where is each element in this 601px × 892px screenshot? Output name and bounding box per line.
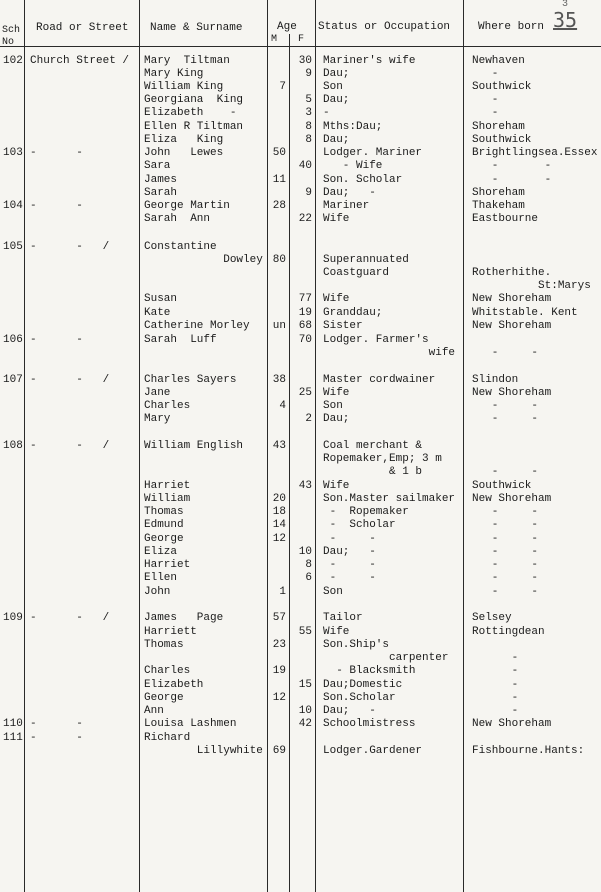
road-cell: - -	[30, 718, 83, 730]
birthplace-cell: - -	[472, 546, 539, 558]
birthplace-cell: Southwick	[472, 134, 532, 146]
age-female-cell: 10	[298, 546, 312, 558]
age-male-cell: 57	[272, 612, 286, 624]
birthplace-cell: Whitstable. Kent	[472, 307, 578, 319]
name-cell: Lillywhite	[144, 745, 263, 757]
sch-cell: 103	[3, 147, 23, 159]
name-cell: Jane	[144, 387, 171, 399]
birthplace-cell: - -	[472, 400, 539, 412]
occupation-cell: Dau;	[323, 413, 350, 425]
census-row	[0, 121, 601, 134]
occupation-cell: - -	[323, 572, 376, 584]
age-male-cell: 7	[279, 81, 286, 93]
age-female-cell: 68	[298, 320, 312, 332]
occupation-cell: Lodger. Farmer's	[323, 334, 429, 346]
name-cell: Charles	[144, 665, 191, 677]
census-row	[0, 586, 601, 599]
occupation-cell: - Ropemaker	[323, 506, 409, 518]
name-cell: Ellen	[144, 572, 178, 584]
road-cell: - - /	[30, 241, 110, 253]
occupation-cell: Wife	[323, 626, 350, 638]
occupation-cell: Dau; -	[323, 705, 376, 717]
census-row	[0, 559, 601, 572]
occupation-cell: wife	[323, 347, 456, 359]
header-age: Age	[277, 21, 297, 33]
occupation-cell: Superannuated	[323, 254, 409, 266]
census-row	[0, 692, 601, 705]
name-cell: Harriet	[144, 480, 191, 492]
occupation-cell: Son	[323, 586, 343, 598]
census-row	[0, 679, 601, 692]
age-female-cell: 30	[298, 55, 312, 67]
name-cell: Constantine	[144, 241, 217, 253]
age-female-cell: 9	[305, 68, 312, 80]
census-row	[0, 546, 601, 559]
name-cell: John	[144, 586, 171, 598]
census-row	[0, 160, 601, 173]
age-female-cell: 8	[305, 134, 312, 146]
name-cell: George	[144, 533, 184, 545]
name-cell: Charles	[144, 400, 191, 412]
page-number-faint: 3	[562, 0, 569, 10]
name-cell: Eliza	[144, 546, 178, 558]
birthplace-cell: - -	[472, 506, 539, 518]
name-cell: Mary King	[144, 68, 204, 80]
birthplace-cell: - -	[472, 519, 539, 531]
census-row	[0, 466, 601, 479]
name-cell: Charles Sayers	[144, 374, 237, 386]
name-cell: Georgiana King	[144, 94, 244, 106]
age-male-cell: 18	[272, 506, 286, 518]
age-female-cell: 9	[305, 187, 312, 199]
census-row	[0, 705, 601, 718]
road-cell: - -	[30, 334, 83, 346]
name-cell: John Lewes	[144, 147, 224, 159]
birthplace-cell: -	[472, 68, 499, 80]
birthplace-cell: St:Marys	[472, 280, 591, 292]
birthplace-cell: Rotherhithe.	[472, 267, 552, 279]
occupation-cell: Ropemaker,Emp; 3 m	[323, 453, 442, 465]
name-cell: Elizabeth -	[144, 107, 237, 119]
occupation-cell: Mths:Dau;	[323, 121, 383, 133]
census-row	[0, 519, 601, 532]
census-row	[0, 732, 601, 745]
occupation-cell: Son	[323, 400, 343, 412]
birthplace-cell: New Shoreham	[472, 320, 552, 332]
age-female-cell: 8	[305, 121, 312, 133]
occupation-cell: Granddau;	[323, 307, 383, 319]
birthplace-cell: - -	[472, 160, 552, 172]
sch-cell: 108	[3, 440, 23, 452]
occupation-cell: Mariner	[323, 200, 370, 212]
census-row	[0, 453, 601, 466]
census-row	[0, 254, 601, 267]
census-row	[0, 745, 601, 758]
birthplace-cell: Selsey	[472, 612, 512, 624]
birthplace-cell: - -	[472, 466, 539, 478]
birthplace-cell: -	[472, 679, 519, 691]
age-male-cell: 80	[272, 254, 286, 266]
census-row	[0, 293, 601, 306]
occupation-cell: Lodger.Gardener	[323, 745, 423, 757]
census-row	[0, 374, 601, 387]
occupation-cell: Wife	[323, 480, 350, 492]
census-row	[0, 320, 601, 333]
birthplace-cell: New Shoreham	[472, 493, 552, 505]
census-row	[0, 213, 601, 226]
census-row	[0, 334, 601, 347]
age-female-cell: 77	[298, 293, 312, 305]
occupation-cell: Coal merchant &	[323, 440, 423, 452]
age-male-cell: 12	[272, 692, 286, 704]
occupation-cell: Master cordwainer	[323, 374, 436, 386]
name-cell: Louisa Lashmen	[144, 718, 237, 730]
header-sch: Sch	[2, 25, 21, 36]
name-cell: George Martin	[144, 200, 230, 212]
occupation-cell: - Wife	[323, 160, 383, 172]
age-male-cell: 50	[272, 147, 286, 159]
road-cell: - -	[30, 732, 83, 744]
age-male-cell: 23	[272, 639, 286, 651]
census-row	[0, 572, 601, 585]
birthplace-cell: - -	[472, 174, 552, 186]
census-row	[0, 347, 601, 360]
occupation-cell: & 1 b	[323, 466, 423, 478]
census-row	[0, 533, 601, 546]
birthplace-cell: Brightlingsea.Essex	[472, 147, 598, 159]
occupation-cell: Son	[323, 81, 343, 93]
road-cell: - - /	[30, 440, 110, 452]
occupation-cell: Dau; -	[323, 187, 376, 199]
name-cell: Edmund	[144, 519, 184, 531]
occupation-cell: Schoolmistress	[323, 718, 416, 730]
name-cell: Sara	[144, 160, 171, 172]
name-cell: Thomas	[144, 506, 184, 518]
page-number: 35	[553, 8, 578, 32]
age-female-cell: 3	[305, 107, 312, 119]
occupation-cell: - -	[323, 533, 376, 545]
age-female-cell: 8	[305, 559, 312, 571]
name-cell: William King	[144, 81, 224, 93]
census-row	[0, 134, 601, 147]
age-female-cell: 2	[305, 413, 312, 425]
birthplace-cell: Slindon	[472, 374, 519, 386]
census-row	[0, 307, 601, 320]
census-row	[0, 55, 601, 68]
occupation-cell: Coastguard	[323, 267, 390, 279]
age-male-cell: 20	[272, 493, 286, 505]
age-female-cell: 70	[298, 334, 312, 346]
sch-cell: 106	[3, 334, 23, 346]
birthplace-cell: - -	[472, 559, 539, 571]
birthplace-cell: -	[472, 94, 499, 106]
occupation-cell: Wife	[323, 293, 350, 305]
census-row	[0, 480, 601, 493]
age-female-cell: 43	[298, 480, 312, 492]
name-cell: Susan	[144, 293, 178, 305]
age-male-cell: 12	[272, 533, 286, 545]
age-male-cell: 4	[279, 400, 286, 412]
census-row	[0, 639, 601, 652]
header-occupation: Status or Occupation	[318, 21, 451, 33]
age-female-cell: 42	[298, 718, 312, 730]
header-male: M	[271, 34, 278, 45]
occupation-cell: Wife	[323, 387, 350, 399]
name-cell: Mary	[144, 413, 171, 425]
census-row	[0, 506, 601, 519]
birthplace-cell: Southwick	[472, 81, 532, 93]
census-row	[0, 493, 601, 506]
name-cell: Catherine Morley	[144, 320, 250, 332]
occupation-cell: carpenter	[323, 652, 449, 664]
birthplace-cell: - -	[472, 572, 539, 584]
age-male-cell: 43	[272, 440, 286, 452]
census-row	[0, 174, 601, 187]
name-cell: Ellen R Tiltman	[144, 121, 244, 133]
name-cell: George	[144, 692, 184, 704]
name-cell: Ann	[144, 705, 164, 717]
birthplace-cell: -	[472, 705, 519, 717]
census-row	[0, 665, 601, 678]
name-cell: Harriet	[144, 559, 191, 571]
census-row	[0, 652, 601, 665]
age-male-cell: 14	[272, 519, 286, 531]
header-name: Name & Surname	[150, 22, 243, 34]
occupation-cell: Son.Scholar	[323, 692, 396, 704]
sch-cell: 102	[3, 55, 23, 67]
name-cell: James Page	[144, 612, 224, 624]
birthplace-cell: Shoreham	[472, 121, 525, 133]
sch-cell: 105	[3, 241, 23, 253]
header-rule	[0, 46, 601, 47]
name-cell: Sarah Luff	[144, 334, 217, 346]
name-cell: James	[144, 174, 178, 186]
header-born: Where born	[478, 21, 545, 33]
age-male-cell: 38	[272, 374, 286, 386]
birthplace-cell: -	[472, 107, 499, 119]
road-cell: - - /	[30, 612, 110, 624]
census-row	[0, 68, 601, 81]
sch-cell: 110	[3, 718, 23, 730]
occupation-cell: Sister	[323, 320, 363, 332]
age-female-cell: 5	[305, 94, 312, 106]
birthplace-cell: Eastbourne	[472, 213, 539, 225]
age-female-cell: 25	[298, 387, 312, 399]
name-cell: Kate	[144, 307, 171, 319]
occupation-cell: Son.Master sailmaker	[323, 493, 456, 505]
occupation-cell: - Blacksmith	[323, 665, 416, 677]
name-cell: Eliza King	[144, 134, 224, 146]
census-row	[0, 147, 601, 160]
age-male-cell: 1	[279, 586, 286, 598]
birthplace-cell: -	[472, 665, 519, 677]
name-cell: William English	[144, 440, 244, 452]
birthplace-cell: Southwick	[472, 480, 532, 492]
age-female-cell: 22	[298, 213, 312, 225]
name-cell: Sarah	[144, 187, 178, 199]
census-row	[0, 612, 601, 625]
age-male-cell: 28	[272, 200, 286, 212]
birthplace-cell: New Shoreham	[472, 387, 552, 399]
sch-cell: 109	[3, 612, 23, 624]
name-cell: Dowley	[144, 254, 263, 266]
census-row	[0, 280, 601, 293]
birthplace-cell: - -	[472, 347, 539, 359]
birthplace-cell: - -	[472, 586, 539, 598]
census-row	[0, 440, 601, 453]
road-cell: - -	[30, 147, 83, 159]
census-row	[0, 94, 601, 107]
sch-cell: 107	[3, 374, 23, 386]
census-row	[0, 267, 601, 280]
occupation-cell: Wife	[323, 213, 350, 225]
road-cell: - - /	[30, 374, 110, 386]
name-cell: Sarah Ann	[144, 213, 211, 225]
occupation-cell: -	[323, 107, 330, 119]
census-row	[0, 187, 601, 200]
birthplace-cell: Thakeham	[472, 200, 525, 212]
birthplace-cell: New Shoreham	[472, 293, 552, 305]
census-row	[0, 200, 601, 213]
road-cell: - -	[30, 200, 83, 212]
occupation-cell: Tailor	[323, 612, 363, 624]
occupation-cell: - Scholar	[323, 519, 396, 531]
age-female-cell: 55	[298, 626, 312, 638]
occupation-cell: Son. Scholar	[323, 174, 403, 186]
name-cell: Harriett	[144, 626, 197, 638]
birthplace-cell: New Shoreham	[472, 718, 552, 730]
age-male-cell: 69	[272, 745, 286, 757]
occupation-cell: Dau;	[323, 94, 350, 106]
birthplace-cell: -	[472, 692, 519, 704]
age-female-cell: 15	[298, 679, 312, 691]
age-female-cell: 10	[298, 705, 312, 717]
birthplace-cell: -	[472, 652, 519, 664]
occupation-cell: Mariner's wife	[323, 55, 416, 67]
occupation-cell: - -	[323, 559, 376, 571]
age-female-cell: 19	[298, 307, 312, 319]
birthplace-cell: Fishbourne.Hants:	[472, 745, 585, 757]
age-female-cell: 6	[305, 572, 312, 584]
sch-cell: 104	[3, 200, 23, 212]
name-cell: Mary Tiltman	[144, 55, 230, 67]
birthplace-cell: - -	[472, 533, 539, 545]
census-row	[0, 387, 601, 400]
sch-cell: 111	[3, 732, 23, 744]
occupation-cell: Son.Ship's	[323, 639, 390, 651]
census-row	[0, 81, 601, 94]
census-row	[0, 241, 601, 254]
census-row	[0, 626, 601, 639]
census-row	[0, 718, 601, 731]
age-female-cell: 40	[298, 160, 312, 172]
occupation-cell: Dau;	[323, 134, 350, 146]
header-road: Road or Street	[36, 22, 129, 34]
name-cell: Richard	[144, 732, 191, 744]
census-row	[0, 400, 601, 413]
age-male-cell: 19	[272, 665, 286, 677]
age-male-cell: un	[272, 320, 286, 332]
name-cell: Elizabeth	[144, 679, 204, 691]
birthplace-cell: Rottingdean	[472, 626, 545, 638]
occupation-cell: Dau; -	[323, 546, 376, 558]
occupation-cell: Dau;	[323, 68, 350, 80]
birthplace-cell: - -	[472, 413, 539, 425]
census-row	[0, 107, 601, 120]
age-male-cell: 11	[272, 174, 286, 186]
occupation-cell: Lodger. Mariner	[323, 147, 423, 159]
occupation-cell: Dau;Domestic	[323, 679, 403, 691]
header-no: No	[2, 37, 15, 48]
header-female: F	[298, 34, 305, 45]
name-cell: Thomas	[144, 639, 184, 651]
birthplace-cell: Shoreham	[472, 187, 525, 199]
birthplace-cell: Newhaven	[472, 55, 525, 67]
road-cell: Church Street /	[30, 55, 130, 67]
name-cell: William	[144, 493, 191, 505]
census-row	[0, 413, 601, 426]
